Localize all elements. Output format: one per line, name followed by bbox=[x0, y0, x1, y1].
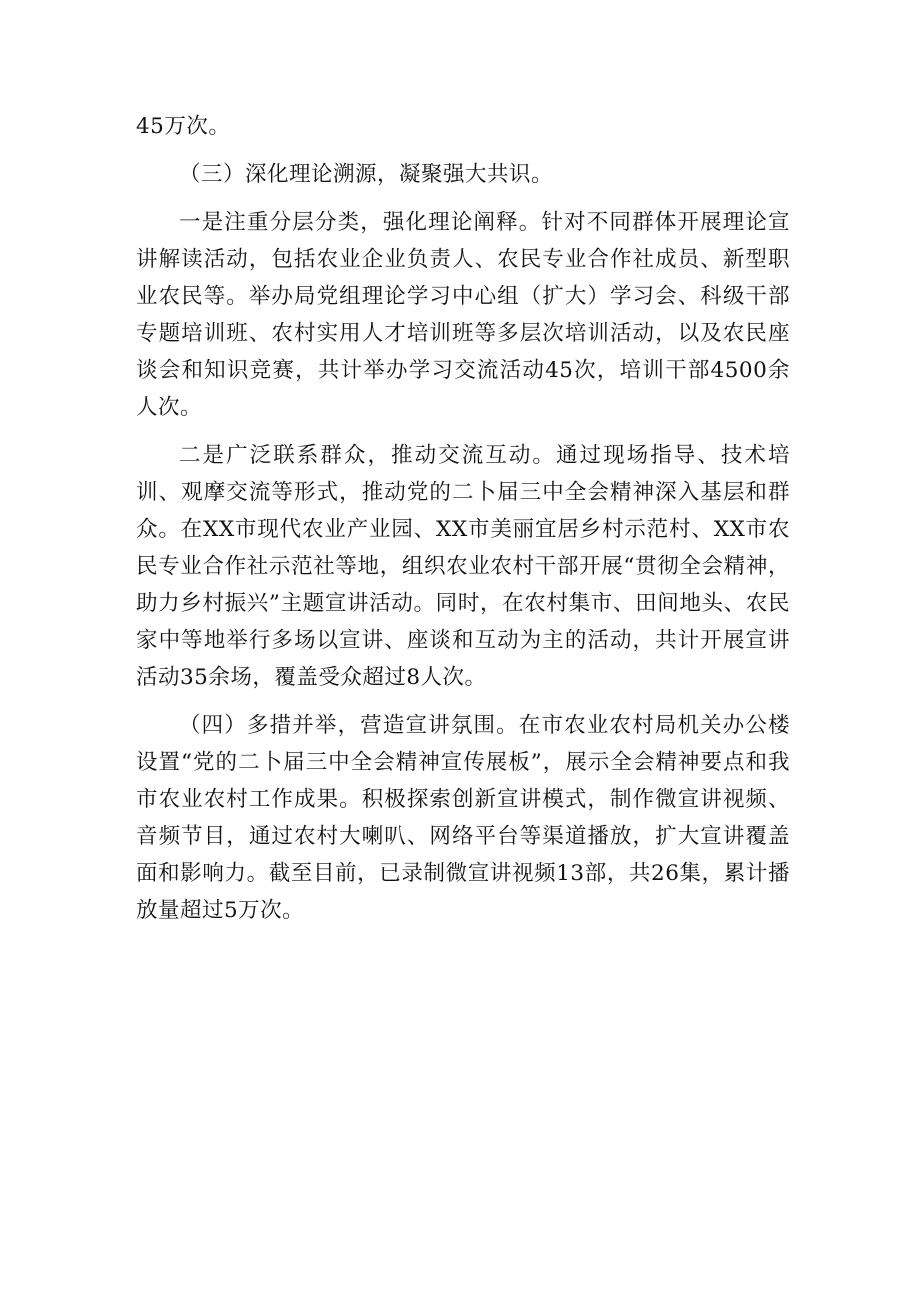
paragraph-continuation: 45万次。 bbox=[136, 114, 231, 139]
section-four-paragraph: （四）多措并举，营造宣讲氛围。在市农业农村局机关办公楼设置“党的二卜届三中全会精神宣传展板”，展示全会精神要点和我市农业农村工作成果。积极探索创新宣讲模式，制作微宣讲视频、音频节目，通过农村大喇叭、网络平台等渠道播放，扩大宣讲覆盖面和影响力。截至目前，已录制微宣讲视频13部，共26集，累计播放量超过5万次。 bbox=[136, 713, 790, 923]
paragraph-theory-interpretation: 一是注重分层分类，强化理论阐释。针对不同群体开展理论宣讲解读活动，包括农业企业负责人、农民专业合作社成员、新型职业农民等。举办局党组理论学习中心组（扩大）学习会、科级干部专题培训班、农村实用人才培训班等多层次培训活动，以及农民座谈会和知识竞赛，共计举办学习交流活动45次，培训干部4500余人次。 bbox=[136, 210, 790, 420]
paragraph-mass-engagement: 二是广泛联系群众，推动交流互动。通过现场指导、技术培训、观摩交流等形式，推动党的二卜届三中全会精神深入基层和群众。在XX市现代农业产业园、XX市美丽宜居乡村示范村、XX市农民专业合作社示范社等地，组织农业农村干部开展“贯彻全会精神，助力乡村振兴”主题宣讲活动。同时，在农村集市、田间地头、农民家中等地举行多场以宣讲、座谈和互动为主的活动，共计开展宣讲活动35余场，覆盖受众超过8人次。 bbox=[136, 443, 790, 690]
section-heading-three: （三）深化理论溯源，凝聚强大共识。 bbox=[179, 162, 554, 187]
